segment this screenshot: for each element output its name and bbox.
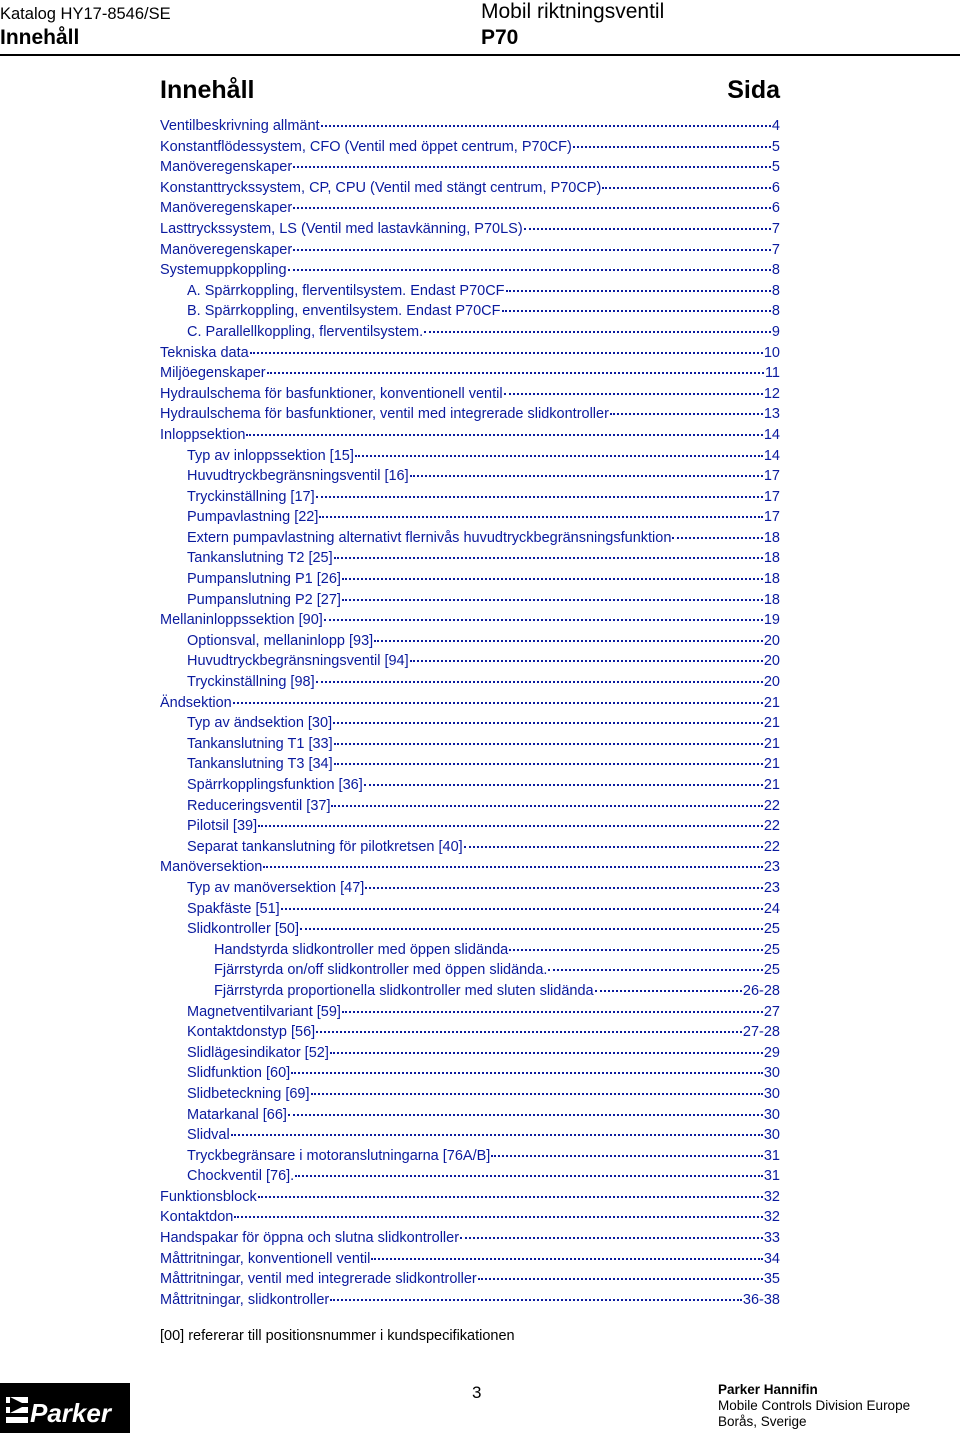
toc-entry-page: 22 <box>763 818 780 835</box>
toc-dot-leader <box>672 528 762 539</box>
toc-entry-page: 31 <box>763 1147 780 1164</box>
toc-dot-leader <box>288 1105 763 1116</box>
toc-entry-page: 21 <box>763 735 780 752</box>
toc-dot-leader <box>595 981 742 992</box>
toc-entry-page: 33 <box>763 1230 780 1247</box>
toc-dot-leader <box>506 281 771 292</box>
toc-entry-title: Konstantflödessystem, CFO (Ventil med öppet centrum, P70CF) <box>160 138 572 155</box>
toc-entry-title: Konstanttryckssystem, CP, CPU (Ventil med stängt centrum, P70CP) <box>160 179 602 196</box>
toc-dot-leader <box>331 796 762 807</box>
toc-entry-page: 31 <box>763 1168 780 1185</box>
toc-dot-leader <box>424 322 771 333</box>
toc-entry-page: 14 <box>763 447 780 464</box>
toc-entry[interactable] <box>160 590 780 611</box>
toc-entry[interactable] <box>160 343 780 364</box>
toc-entry-page: 34 <box>763 1250 780 1267</box>
toc-dot-leader <box>267 363 764 374</box>
toc-dot-leader <box>246 425 762 436</box>
toc-entry[interactable] <box>160 651 780 672</box>
toc-entry[interactable] <box>160 116 780 137</box>
toc-entry-title: Pilotsil [39] <box>187 818 258 835</box>
toc-dot-leader <box>342 1002 763 1013</box>
toc-entry[interactable] <box>160 240 780 261</box>
toc-dot-leader <box>281 899 763 910</box>
toc-entry[interactable] <box>160 1105 780 1126</box>
toc-entry[interactable] <box>160 1207 780 1228</box>
toc-entry[interactable] <box>160 384 780 405</box>
toc-entry[interactable] <box>160 693 780 714</box>
toc-entry-page: 18 <box>763 571 780 588</box>
toc-entry-title: Tryckinställning [17] <box>187 488 315 505</box>
toc-entry-page: 12 <box>763 385 780 402</box>
product-type: Mobil riktningsventil <box>481 0 665 23</box>
toc-entry-page: 14 <box>763 426 780 443</box>
toc-entry[interactable] <box>160 363 780 384</box>
toc-entry-title: Miljöegenskaper <box>160 365 266 382</box>
parker-logo <box>0 1383 130 1433</box>
toc-dot-leader <box>334 734 763 745</box>
toc-entry[interactable] <box>160 528 780 549</box>
toc-entry-page: 23 <box>763 859 780 876</box>
toc-entry-title: Måttritningar, slidkontroller <box>160 1291 330 1308</box>
toc-entry-page: 5 <box>771 138 780 155</box>
toc-dot-leader <box>293 157 771 168</box>
toc-entry-title: Ventilbeskrivning allmänt <box>160 118 320 134</box>
toc-dot-leader <box>316 1022 742 1033</box>
toc-dot-leader <box>258 816 763 827</box>
toc-entry[interactable] <box>160 775 780 796</box>
toc-dot-leader <box>334 548 763 559</box>
toc-entry-page: 21 <box>763 715 780 732</box>
toc-entry[interactable] <box>160 796 780 817</box>
toc-dot-leader <box>330 1043 763 1054</box>
toc-entry-page: 30 <box>763 1127 780 1144</box>
toc-entry-title: Slidval <box>187 1127 230 1144</box>
parker-logo-mark <box>0 1383 130 1433</box>
logo-text: Parker <box>30 1398 111 1428</box>
toc-entry[interactable] <box>160 1002 780 1023</box>
toc-entry-page: 17 <box>763 509 780 526</box>
company-division: Mobile Controls Division Europe <box>718 1398 911 1413</box>
section-title: Innehåll <box>0 26 80 49</box>
toc-dot-leader <box>374 631 763 642</box>
toc-entry[interactable] <box>160 1125 780 1146</box>
toc-dot-leader <box>316 672 763 683</box>
toc-dot-leader <box>319 507 762 518</box>
toc-dot-leader <box>504 384 763 395</box>
toc-entry-page: 17 <box>763 488 780 505</box>
toc-entry-page: 8 <box>771 262 780 279</box>
toc-entry-page: 17 <box>763 468 780 485</box>
toc-entry-page: 18 <box>763 529 780 546</box>
toc-entry-title: Ändsektion <box>160 694 232 711</box>
toc-dot-leader <box>258 1187 763 1198</box>
toc-entry-page: 25 <box>763 921 780 938</box>
toc-entry[interactable] <box>160 878 780 899</box>
toc-entry[interactable] <box>160 816 780 837</box>
toc-entry-page: 6 <box>771 179 780 196</box>
toc-entry-page: 25 <box>763 941 780 958</box>
toc-entry-page: 21 <box>763 777 780 793</box>
toc-entry-title: Manöversektion <box>160 859 263 876</box>
toc-entry-page: 30 <box>763 1106 780 1123</box>
toc-entry-title: Slidlägesindikator [52] <box>187 1044 329 1061</box>
toc-entry[interactable] <box>160 281 780 302</box>
toc-entry[interactable] <box>160 919 780 940</box>
toc-dot-leader <box>321 116 771 127</box>
header-left <box>0 4 171 52</box>
toc-entry-title: Mellaninloppssektion [90] <box>160 612 323 629</box>
toc-entry[interactable] <box>160 837 780 858</box>
toc-entry-title: C. Parallellkoppling, flerventilsystem. <box>187 323 424 340</box>
toc-entry[interactable] <box>160 548 780 569</box>
toc-entry-title: Måttritningar, konventionell ventil <box>160 1250 371 1267</box>
toc-entry-title: Separat tankanslutning för pilotkretsen [40] <box>187 838 463 855</box>
toc-entry[interactable] <box>160 631 780 652</box>
toc-entry-title: Pumpavlastning [22] <box>187 509 319 526</box>
toc-entry-title: Handstyrda slidkontroller med öppen slidända <box>214 941 509 958</box>
toc-dot-leader <box>316 487 763 498</box>
toc-entry-page: 21 <box>763 756 780 773</box>
toc-entry[interactable] <box>160 1249 780 1270</box>
toc-dot-leader <box>573 137 771 148</box>
toc-entry-title: Pumpanslutning P2 [27] <box>187 591 341 608</box>
toc-entry[interactable] <box>160 219 780 240</box>
toc-entry-title: Spakfäste [51] <box>187 900 280 917</box>
toc-entry-page: 24 <box>763 900 780 917</box>
toc-entry-title: Slidbeteckning [69] <box>187 1085 310 1102</box>
toc-entry-page: 7 <box>771 220 780 237</box>
toc-dot-leader <box>333 713 763 724</box>
toc-entry[interactable] <box>160 178 780 199</box>
toc-dot-leader <box>233 693 763 704</box>
toc-entry[interactable] <box>160 446 780 467</box>
toc-entry[interactable] <box>160 487 780 508</box>
toc-entry[interactable] <box>160 1146 780 1167</box>
toc-entry-title: Kontaktdon <box>160 1209 234 1226</box>
toc-entry[interactable] <box>160 1187 780 1208</box>
toc-entry-page: 22 <box>763 797 780 814</box>
toc-entry-title: Chockventil [76]. <box>187 1168 295 1185</box>
toc-dot-leader <box>288 260 771 271</box>
toc-entry-page: 4 <box>771 118 780 134</box>
toc-entry-title: Slidfunktion [60] <box>187 1065 291 1082</box>
toc-dot-leader <box>295 1166 763 1177</box>
toc-entry-title: Typ av inloppssektion [15] <box>187 447 354 464</box>
toc-entry-title: Fjärrstyrda on/off slidkontroller med öppen slidända. <box>214 962 548 979</box>
footnote: [00] refererar till positionsnummer i kundspecifikationen <box>160 1328 515 1344</box>
toc-dot-leader <box>300 919 763 930</box>
toc-dot-leader <box>548 960 762 971</box>
toc-entry-title: Huvudtryckbegränsningsventil [16] <box>187 468 409 485</box>
toc-entry-page: 35 <box>763 1271 780 1288</box>
toc-entry[interactable] <box>160 1166 780 1187</box>
toc-dot-leader <box>330 1290 742 1301</box>
toc-dot-leader <box>324 610 763 621</box>
toc-entry-page: 22 <box>763 838 780 855</box>
toc-dot-leader <box>602 178 771 189</box>
toc-entry[interactable] <box>160 322 780 343</box>
toc-dot-leader <box>464 837 763 848</box>
toc-entry[interactable] <box>160 672 780 693</box>
toc-dot-leader <box>293 198 771 209</box>
toc-entry-title: Typ av ändsektion [30] <box>187 715 333 732</box>
toc-dot-leader <box>334 754 763 765</box>
toc-entry-title: Hydraulschema för basfunktioner, ventil med integrerade slidkontroller <box>160 406 609 423</box>
toc-dot-leader <box>502 301 771 312</box>
toc-entry-title: Tryckbegränsare i motoranslutningarna [76A/B] <box>187 1147 491 1164</box>
toc-entry[interactable] <box>160 1269 780 1290</box>
toc-entry-title: Handspakar för öppna och slutna slidkontroller <box>160 1230 460 1247</box>
toc-entry-title: Pumpanslutning P1 [26] <box>187 571 341 588</box>
toc-entry[interactable] <box>160 1043 780 1064</box>
toc-entry-page: 19 <box>763 612 780 629</box>
toc-entry-title: Typ av manöversektion [47] <box>187 879 365 896</box>
toc-entry-page: 18 <box>763 550 780 567</box>
toc-entry-page: 27-28 <box>742 1024 780 1041</box>
toc-entry-title: Optionsval, mellaninlopp [93] <box>187 632 374 649</box>
toc-dot-leader <box>478 1269 763 1280</box>
toc-entry-title: Tryckinställning [98] <box>187 674 315 691</box>
toc-entry-title: Tekniska data <box>160 344 249 361</box>
toc-dot-leader <box>355 446 763 457</box>
toc-entry[interactable] <box>160 507 780 528</box>
toc-entry-title: Måttritningar, ventil med integrerade slidkontroller <box>160 1271 477 1288</box>
toc-dot-leader <box>524 219 771 230</box>
page-number: 3 <box>472 1383 482 1402</box>
toc-entry[interactable] <box>160 734 780 755</box>
toc-entry-page: 6 <box>771 200 780 217</box>
toc-dot-leader <box>342 569 763 580</box>
toc-entry-title: Magnetventilvariant [59] <box>187 1003 341 1020</box>
toc-dot-leader <box>231 1125 763 1136</box>
toc-entry-page: 8 <box>771 282 780 299</box>
toc-dot-leader <box>364 775 763 786</box>
toc-dot-leader <box>410 466 763 477</box>
toc-entry-page: 36-38 <box>742 1291 780 1308</box>
toc-entry[interactable] <box>160 899 780 920</box>
toc-entry-title: Tankanslutning T2 [25] <box>187 550 333 567</box>
toc-entry[interactable] <box>160 301 780 322</box>
toc-entry-title: Lasttryckssystem, LS (Ventil med lastavkänning, P70LS) <box>160 220 523 237</box>
toc-dot-leader <box>460 1228 763 1239</box>
company-name: Parker Hannifin <box>718 1382 818 1397</box>
toc-dot-leader <box>509 940 763 951</box>
toc-entry[interactable] <box>160 1084 780 1105</box>
toc-dot-leader <box>491 1146 763 1157</box>
toc-entry-page: 27 <box>763 1003 780 1020</box>
toc-entry[interactable] <box>160 466 780 487</box>
toc-dot-leader <box>371 1249 762 1260</box>
toc-entry-page: 21 <box>763 694 780 711</box>
toc-dot-leader <box>610 404 763 415</box>
header-right <box>481 0 664 52</box>
toc-dot-leader <box>410 651 763 662</box>
toc-dot-leader <box>293 240 771 251</box>
toc-entry[interactable] <box>160 960 780 981</box>
toc-dot-leader <box>263 857 763 868</box>
toc-entry-title: Reduceringsventil [37] <box>187 797 331 814</box>
toc-entry-page: 25 <box>763 962 780 979</box>
toc-entry-page: 10 <box>763 344 780 361</box>
toc-dot-leader <box>311 1084 763 1095</box>
product-model: P70 <box>481 26 519 49</box>
toc-dot-leader <box>234 1207 762 1218</box>
toc-dot-leader <box>342 590 763 601</box>
toc-entry-title: Extern pumpavlastning alternativt flernivås huvudtryckbegränsningsfunktion <box>187 529 672 546</box>
header-divider <box>0 54 960 56</box>
toc-entry-page: 20 <box>763 653 780 670</box>
toc-entry[interactable] <box>160 610 780 631</box>
toc-entry[interactable] <box>160 754 780 775</box>
toc-entry-title: Tankanslutning T3 [34] <box>187 756 333 773</box>
toc-entry-title: Systemuppkoppling <box>160 262 287 279</box>
toc-entry-title: Kontaktdonstyp [56] <box>187 1024 316 1041</box>
toc-entry-page: 20 <box>763 674 780 691</box>
toc-entry[interactable] <box>160 425 780 446</box>
toc-entry-page: 30 <box>763 1085 780 1102</box>
toc-entry-title: Manöveregenskaper <box>160 159 293 176</box>
toc-entry-page: 8 <box>771 303 780 320</box>
toc-entry-title: Tankanslutning T1 [33] <box>187 735 333 752</box>
toc-entry[interactable] <box>160 1290 780 1311</box>
toc-dot-leader <box>291 1063 763 1074</box>
toc-entry-page: 11 <box>764 365 780 382</box>
toc-entry-page: 5 <box>771 159 780 176</box>
toc-entry[interactable] <box>160 157 780 178</box>
toc-entry[interactable] <box>160 940 780 961</box>
toc-entry-page: 13 <box>763 406 780 423</box>
toc-entry-title: B. Spärrkoppling, enventilsystem. Endast P70CF <box>187 303 501 320</box>
toc-entry-page: 32 <box>763 1188 780 1205</box>
company-location: Borås, Sverige <box>718 1414 807 1429</box>
toc-page-column-title: Sida <box>727 76 780 104</box>
toc-entry[interactable] <box>160 137 780 158</box>
toc-entry-page: 29 <box>763 1044 780 1061</box>
toc-entry-title: Huvudtryckbegränsningsventil [94] <box>187 653 409 670</box>
toc-dot-leader <box>250 343 763 354</box>
toc-entry[interactable] <box>160 1228 780 1249</box>
toc-dot-leader <box>365 878 763 889</box>
toc-entry-title: Spärrkopplingsfunktion [36] <box>187 777 363 793</box>
toc-entry-title: A. Spärrkoppling, flerventilsystem. Endast P70CF <box>187 282 505 299</box>
toc-entry-page: 26-28 <box>742 982 780 999</box>
toc-entry-page: 7 <box>771 241 780 258</box>
toc-entry-title: Fjärrstyrda proportionella slidkontroller med sluten slidända <box>214 982 594 999</box>
toc-entry[interactable] <box>160 1063 780 1084</box>
toc-entry-title: Manöveregenskaper <box>160 200 293 217</box>
toc-entry-page: 18 <box>763 591 780 608</box>
toc-entry[interactable] <box>160 260 780 281</box>
toc-entry[interactable] <box>160 198 780 219</box>
table-of-contents <box>160 116 780 1310</box>
toc-entry[interactable] <box>160 404 780 425</box>
toc-heading <box>160 76 780 110</box>
toc-entry-title: Hydraulschema för basfunktioner, konventionell ventil <box>160 385 503 402</box>
toc-entry-page: 23 <box>763 879 780 896</box>
toc-entry-title: Funktionsblock <box>160 1188 257 1205</box>
toc-entry-page: 9 <box>771 323 780 340</box>
toc-entry[interactable] <box>160 981 780 1002</box>
toc-entry-page: 32 <box>763 1209 780 1226</box>
toc-title: Innehåll <box>160 76 255 104</box>
company-info <box>718 1382 910 1430</box>
toc-entry[interactable] <box>160 713 780 734</box>
toc-entry[interactable] <box>160 569 780 590</box>
toc-entry[interactable] <box>160 857 780 878</box>
toc-entry-title: Slidkontroller [50] <box>187 921 300 938</box>
catalog-number: Katalog HY17-8546/SE <box>0 5 171 23</box>
toc-entry-page: 30 <box>763 1065 780 1082</box>
toc-entry-title: Manöveregenskaper <box>160 241 293 258</box>
toc-entry-title: Inloppsektion <box>160 426 246 443</box>
toc-entry[interactable] <box>160 1022 780 1043</box>
toc-entry-title: Matarkanal [66] <box>187 1106 287 1123</box>
toc-entry-page: 20 <box>763 632 780 649</box>
